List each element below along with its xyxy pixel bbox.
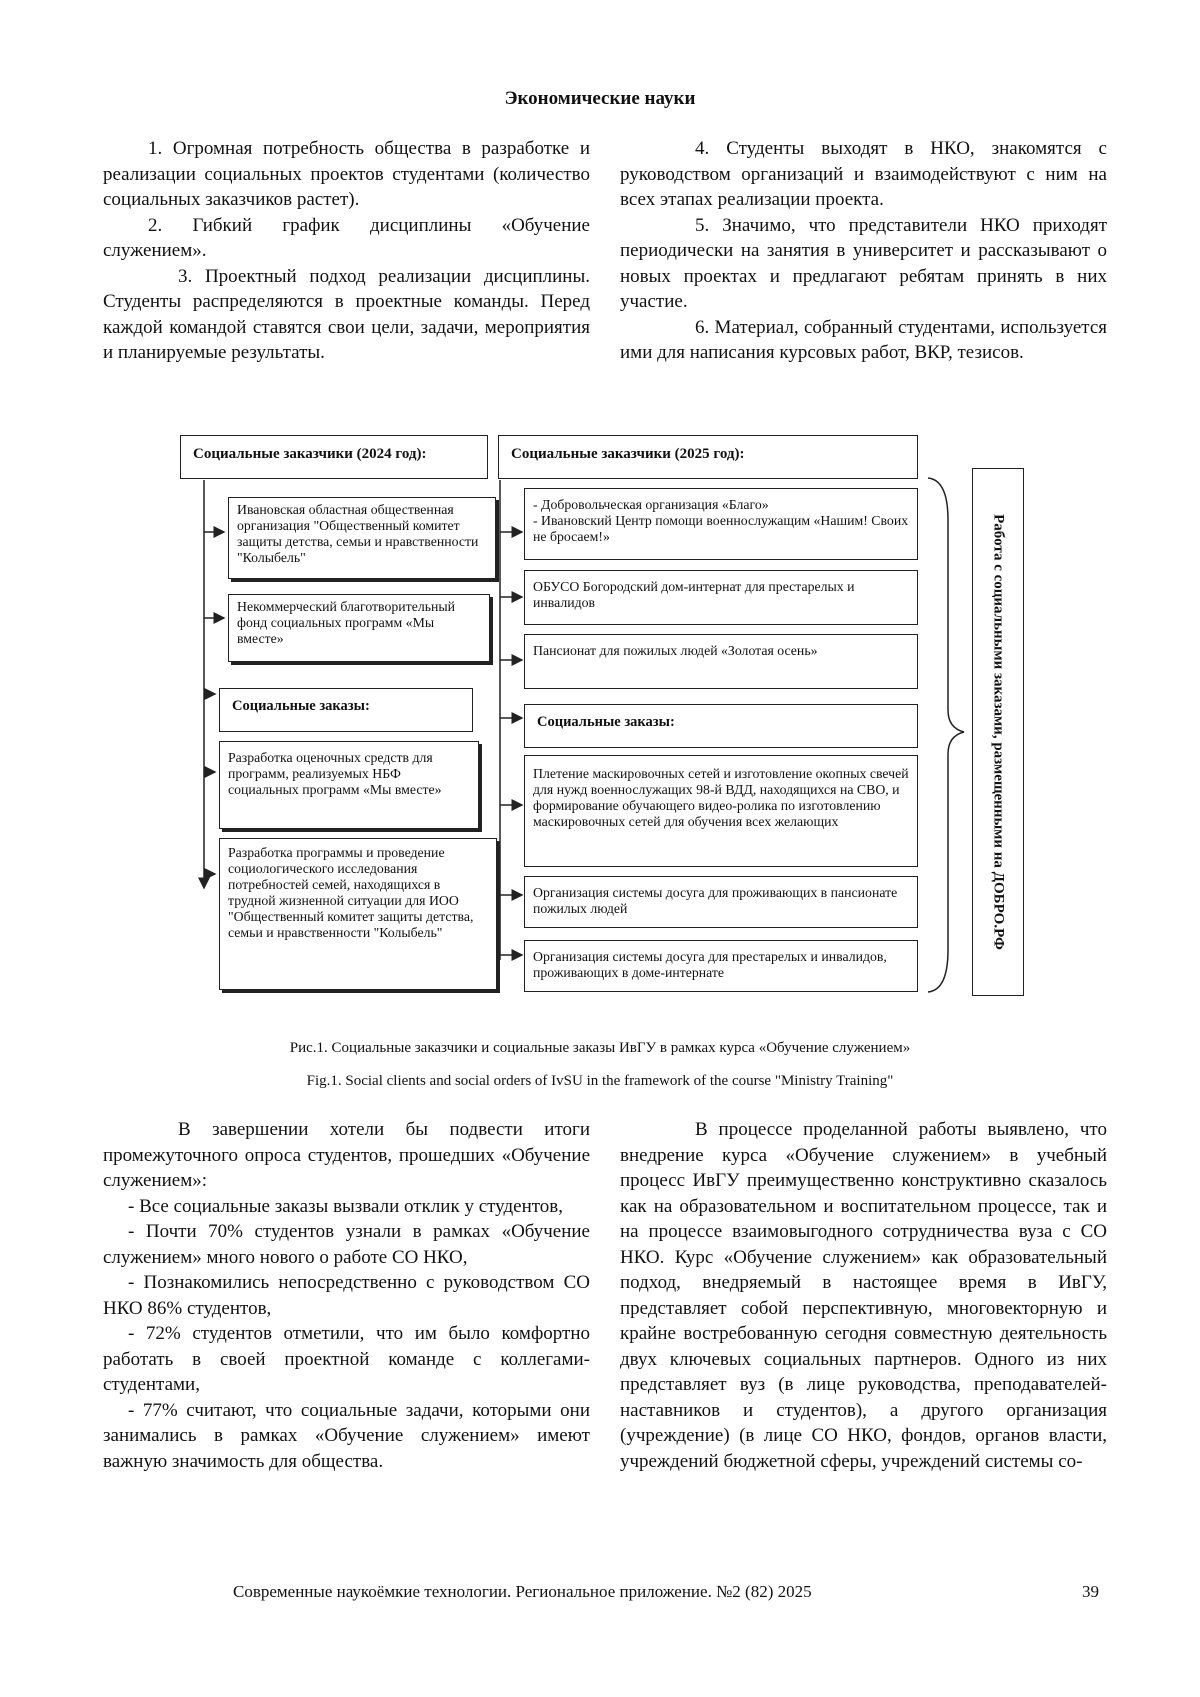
paragraph: 1. Огромная потребность общества в разработке и реализации социальных проектов студентами (количество социальных заказчиков растет). <box>103 138 590 210</box>
top-right-column <box>620 136 1107 366</box>
orders-2025-header: Социальные заказы: <box>524 704 918 748</box>
list-item: - 77% считают, что социальные задачи, которыми они занимались в рамках «Обучение служением» имеют важную значимость для общества. <box>103 1399 590 1472</box>
order-box-evaluation-tools: Разработка оценочных средств для программ, реализуемых НБФ социальных программ «Мы вместе» <box>219 741 479 829</box>
section-header: Экономические науки <box>504 88 696 109</box>
figure-caption-en: Fig.1. Social clients and social orders of IvSU in the framework of the course "Ministry Training" <box>306 1073 894 1089</box>
order-box-leisure-internat: Организация системы досуга для престарелых и инвалидов, проживающих в доме-интернате <box>524 940 918 992</box>
list-item: - Почти 70% студентов узнали в рамках «Обучение служением» много нового о работе СО НКО, <box>103 1221 590 1268</box>
page-number: 39 <box>1082 1582 1099 1601</box>
client-box-blago <box>524 488 918 560</box>
clients-2025-header: Социальные заказчики (2025 год): <box>498 435 918 479</box>
client-blago-line: - Добровольческая организация «Благо» <box>533 497 769 512</box>
top-left-column <box>103 136 590 366</box>
paragraph: 5. Значимо, что представители НКО приходят периодически на занятия в университет и рассказывают о новых проектах и предлагают ребятам принять в них участие. <box>620 214 1107 312</box>
bottom-left-column <box>103 1117 590 1474</box>
paragraph: В процессе проделанной работы выявлено, что внедрение курса «Обучение служением» в учебный процесс ИвГУ преимущественно конструктивно сказалось как на образовательном и воспитательном процессе, так и на процессе взаимовыгодного сотрудничества вуза с СО НКО. Курс «Обучение служением» как образовательный подход, внедряемый в настоящее время в ИвГУ, представляет собой перспективную, многовекторную и крайне востребованную сегодня совместную деятельность двух ключевых социальных партнеров. Одного из них представляет вуз (в лице руководства, преподавателей-наставников и студентов), а другого организация (учреждение) (в лице СО НКО, фондов, органов власти, учреждений бюджетной сферы, учреждений системы со- <box>620 1119 1107 1472</box>
paragraph: 3. Проектный подход реализации дисциплины. Студенты распределяются в проектные команды. Перед каждой командой ставятся свои цели, задачи, мероприятия и планируемые результаты. <box>103 265 590 363</box>
order-box-sociological-study: Разработка программы и проведение социологического исследования потребностей семей, находящихся в трудной жизненной ситуации для ИОО "Общественный комитет защиты детства, семьи и нравственности "Колыбель" <box>219 838 497 990</box>
figure-caption-ru: Рис.1. Социальные заказчики и социальные заказы ИвГУ в рамках курса «Обучение служением» <box>289 1040 911 1056</box>
paragraph: 4. Студенты выходят в НКО, знакомятся с руководством организаций и взаимодействуют с ним на всех этапах реализации проекта. <box>620 138 1107 210</box>
client-box-zolotaya-osen: Пансионат для пожилых людей «Золотая осень» <box>524 634 918 689</box>
side-label-text: Работа с социальными заказами, размещенными на ДОБРО.РФ <box>990 514 1007 950</box>
order-box-leisure-pensionat: Организация системы досуга для проживающих в пансионате пожилых людей <box>524 876 918 928</box>
client-nashim-line: - Ивановский Центр помощи военнослужащим «Нашим! Своих не бросаем!» <box>533 513 909 544</box>
bottom-right-column <box>620 1117 1107 1474</box>
list-item: - 72% студентов отметили, что им было комфортно работать в своей проектной команде с коллегами-студентами, <box>103 1323 590 1395</box>
paragraph: 2. Гибкий график дисциплины «Обучение служением». <box>103 214 590 261</box>
list-item: - Все социальные заказы вызвали отклик у студентов, <box>128 1195 564 1217</box>
client-box-my-vmeste: Некоммерческий благотворительный фонд социальных программ «Мы вместе» <box>228 594 490 662</box>
client-box-kolybel: Ивановская областная общественная организация "Общественный комитет защиты детства, семьи и нравственности "Колыбель" <box>228 497 496 579</box>
footer-journal-title: Современные наукоёмкие технологии. Региональное приложение. №2 (82) 2025 <box>233 1582 812 1601</box>
paragraph: 6. Материал, собранный студентами, используется ими для написания курсовых работ, ВКР, тезисов. <box>620 316 1107 363</box>
client-box-bogorodsky: ОБУСО Богородский дом-интернат для престарелых и инвалидов <box>524 570 918 625</box>
list-item: - Познакомились непосредственно с руководством СО НКО 86% студентов, <box>103 1272 590 1319</box>
dobro-rf-side-label <box>972 468 1024 996</box>
paragraph: В завершении хотели бы подвести итоги промежуточного опроса студентов, прошедших «Обучение служением»: <box>103 1119 590 1191</box>
orders-2024-header: Социальные заказы: <box>219 688 473 732</box>
order-box-camouflage-nets: Плетение маскировочных сетей и изготовление окопных свечей для нужд военнослужащих 98-й ВДД, находящихся на СВО, и формирование обучающего видео-ролика по изготовлению маскировочных сетей для обучения всех желающих <box>524 755 918 867</box>
clients-2024-header: Социальные заказчики (2024 год): <box>180 435 488 479</box>
